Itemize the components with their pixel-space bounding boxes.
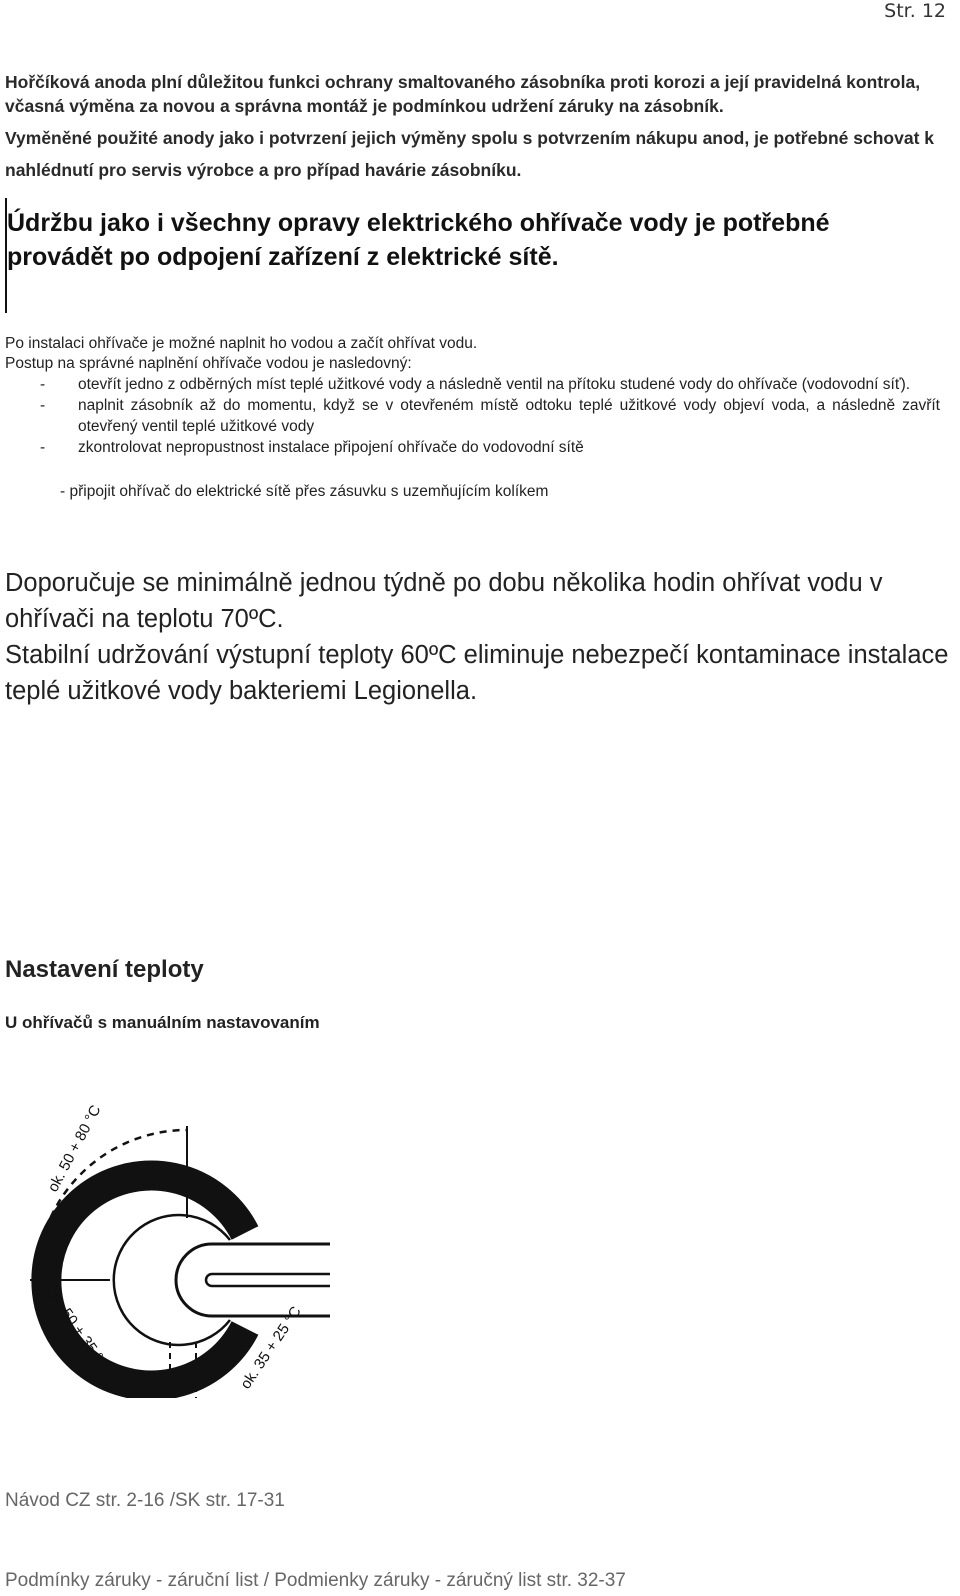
list-dash: - — [40, 376, 46, 393]
step-text: zkontrolovat nepropustnost instalace připojení ohřívače do vodovodní sítě — [78, 439, 584, 456]
footer-warranty-pages: Podmínky záruky - záruční list / Podmienky záruky - záručný list str. 32-37 — [5, 1570, 626, 1591]
step-text: otevřít jedno z odběrných míst teplé užitkové vody a následně ventil na přítoku studené vody do ohřívače (vodovodní síť). — [78, 376, 911, 393]
dial-knob-pointer — [206, 1274, 330, 1286]
filling-procedure-title: Postup na správné naplnění ohřívače vodou je nasledovný: — [5, 355, 412, 372]
recommendation-block — [5, 565, 950, 709]
dial-inner-arc — [114, 1215, 230, 1345]
section-subheading: U ohřívačů s manuálním nastavovaním — [5, 1013, 320, 1032]
footer-manual-pages: Návod CZ str. 2-16 /SK str. 17-31 — [5, 1490, 285, 1511]
maintenance-warning: Údržbu jako i všechny opravy elektrického ohřívače vody je potřebné provádět po odpojení zařízení z elektrické sítě. — [7, 209, 830, 271]
section-heading: Nastavení teploty — [5, 956, 204, 983]
anode-storage-paragraph: Vyměněné použité anody jako i potvrzení jejich výměny spolu s potvrzením nákupu anod, je potřebné schovat k nahlédnutí pro servis výrobce a pro případ havárie zásobníku. — [5, 128, 935, 180]
step-text: naplnit zásobník až do momentu, když se v otevřeném místě odtoku teplé užitkové vody objeví voda, a následně zavřít otevřený ventil teplé užitkové vody — [78, 397, 940, 435]
dial-label-low: ok. 35 + 25 °C — [237, 1303, 305, 1393]
list-item — [5, 395, 940, 437]
recommendation-legionella: Stabilní udržování výstupní teploty 60ºC eliminuje nebezpečí kontaminace instalace teplé užitkové vody bakteriemi Legionella. — [5, 641, 949, 705]
step-connect-electricity: - připojit ohřívač do elektrické sítě přes zásuvku s uzemňujícím kolíkem — [60, 483, 549, 500]
dial-label-high: ok. 50 + 80 °C — [44, 1102, 105, 1195]
list-item — [5, 374, 940, 395]
temperature-dial-diagram — [0, 1068, 340, 1398]
filling-steps-list — [5, 374, 940, 458]
anode-paragraph: Hořčíková anoda plní důležitou funkci ochrany smaltovaného zásobníka proti korozi a její pravidelná kontrola, včasná výměna za novou a správna montáž je podmínkou udržení záruky na zásobník. — [5, 72, 921, 116]
list-dash: - — [40, 397, 46, 414]
list-dash: - — [40, 439, 46, 456]
dial-knob-slot — [176, 1244, 330, 1316]
page-number: Str. 12 — [884, 0, 946, 22]
filling-intro: Po instalaci ohřívače je možné naplnit ho vodou a začít ohřívat vodu. — [5, 335, 478, 352]
dial-label-medium: ok. 50 + 35 °C — [43, 1285, 113, 1374]
list-item — [5, 437, 940, 458]
dial-graphic — [30, 1126, 330, 1398]
recommendation-weekly: Doporučuje se minimálně jednou týdně po dobu několika hodin ohřívat vodu v ohřívači na teplotu 70ºC. — [5, 569, 883, 633]
